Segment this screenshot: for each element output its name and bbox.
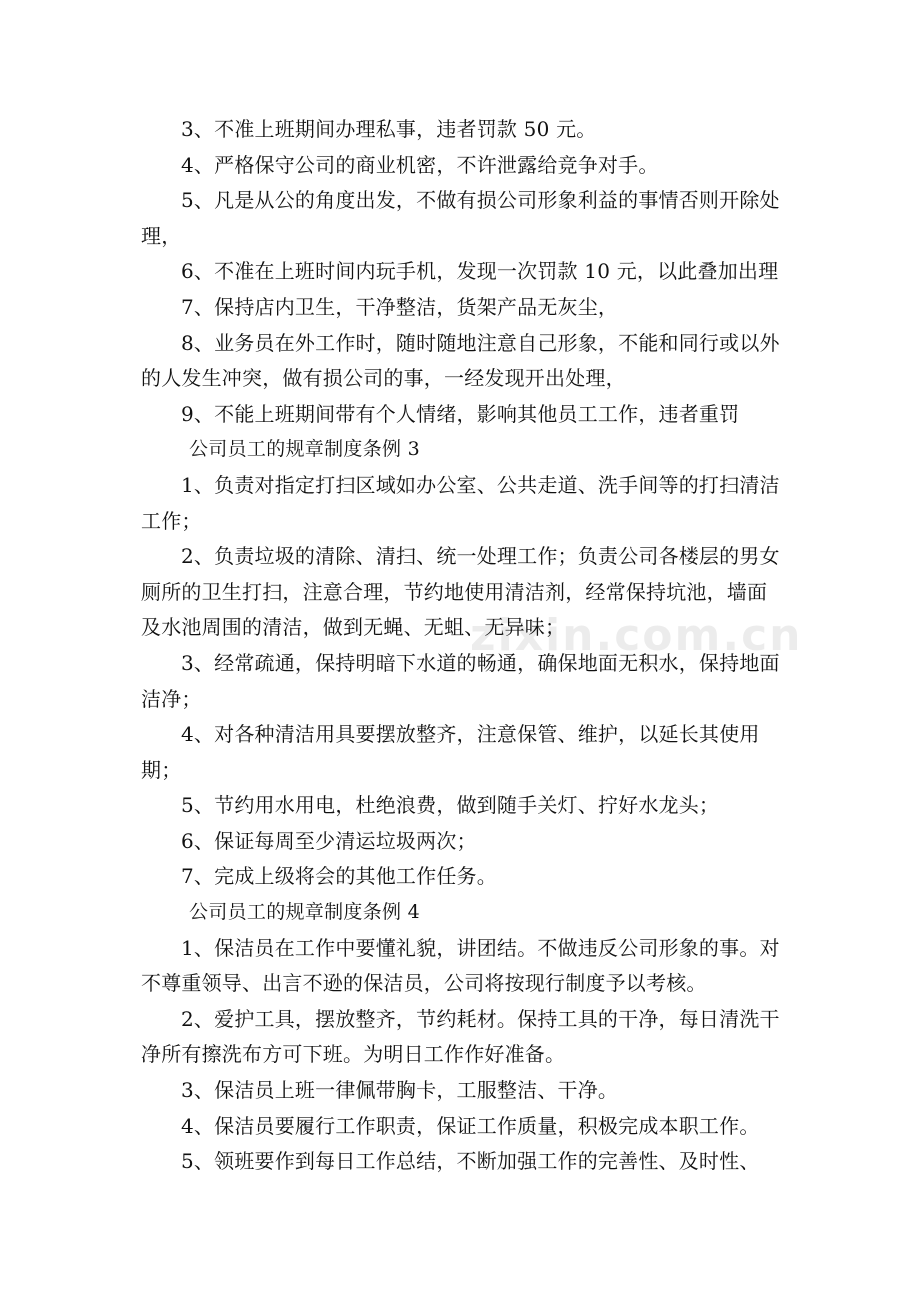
rule-item: 4、严格保守公司的商业机密，不许泄露给竞争对手。 [181,152,659,177]
rule-item: 4、对各种清洁用具要摆放整齐，注意保管、维护，以延长其使用期； [141,722,760,782]
rule-item: 4、保洁员要履行工作职责，保证工作质量，积极完成本职工作。 [181,1113,760,1138]
section-heading: 公司员工的规章制度条例 3 [189,438,421,461]
rule-item: 7、保持店内卫生，干净整洁，货架产品无灰尘， [181,294,619,319]
rule-item: 3、经常疏通，保持明暗下水道的畅通，确保地面无积水，保持地面洁净； [141,650,780,711]
rule-item: 1、负责对指定打扫区域如办公室、公共走道、洗手间等的打扫清洁工作； [141,472,780,533]
rule-item: 7、完成上级将会的其他工作任务。 [181,864,497,889]
rule-item: 6、不准在上班时间内玩手机，发现一次罚款 10 元，以此叠加出理 [181,259,779,284]
watermark: zixin.com.cn [470,610,803,661]
rule-item: 5、领班要作到每日工作总结，不断加强工作的完善性、及时性、 [181,1149,760,1174]
rule-item: 5、节约用水用电，杜绝浪费，做到随手关灯、拧好水龙头； [181,793,720,818]
rule-item: 3、保洁员上班一律佩带胸卡，工服整洁、干净。 [181,1078,619,1103]
rule-item: 1、保洁员在工作中要懂礼貌，讲团结。不做违反公司形象的事。对不尊重领导、出言不逊的保洁员，公司将按现行制度予以考核。 [141,935,780,996]
rule-item: 9、不能上班期间带有个人情绪，影响其他员工工作，违者重罚 [181,401,740,426]
rule-item: 6、保证每周至少清运垃圾两次； [181,828,477,853]
rule-item: 2、爱护工具，摆放整齐，节约耗材。保持工具的干净，每日清洗干净所有擦洗布方可下班。为明日工作作好准备。 [141,1006,780,1067]
rule-item: 2、负责垃圾的清除、清扫、统一处理工作；负责公司各楼层的男女厕所的卫生打扫，注意合理，节约地使用清洁剂，经常保持坑池，墙面及水池周围的清洁，做到无蝇、无蛆、无异味； [141,544,780,640]
document-body [141,112,781,1180]
rule-item: 3、不准上班期间办理私事，违者罚款 50 元。 [181,117,597,141]
section-heading: 公司员工的规章制度条例 4 [189,901,421,924]
rule-item: 8、业务员在外工作时，随时随地注意自己形象，不能和同行或以外的人发生冲突，做有损公司的事，一经发现开出处理， [141,330,780,391]
rule-item: 5、凡是从公的角度出发，不做有损公司形象利益的事情否则开除处理， [141,188,780,248]
